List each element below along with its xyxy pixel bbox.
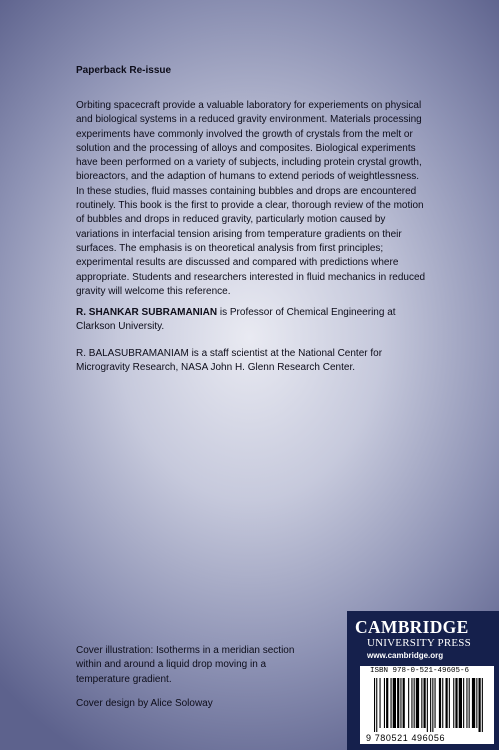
publisher-logo-name: CAMBRIDGE: [355, 617, 469, 637]
barcode-bar: [414, 678, 415, 728]
barcode-bar: [380, 678, 381, 728]
barcode-bar: [455, 678, 457, 728]
barcode-bar: [459, 678, 462, 728]
barcode-bar: [384, 678, 385, 728]
author1-bio: is Professor of Chemical Engineering at Clarkson University.: [76, 307, 396, 333]
barcode-bar: [374, 678, 375, 732]
barcode-bar: [400, 678, 401, 728]
cover-design-credit: Cover design by Alice Soloway: [76, 698, 213, 709]
barcode-bar: [446, 678, 448, 728]
book-description: Orbiting spacecraft provide a valuable laboratory for experiements on physical and biological systems in a reduced gravity environment. Materials processing experiments have commonly involved the growth of crystals from the melt or solution and the processing of alloys and composites. Biological experiments have been performed on a variety of subjects, including protein crystal growth, bioreactors, and the adaption of humans to extend periods of weightlessness. In these studies, fluid masses containing bubbles and drops are encountered routinely. This book is the first to provide a clear, thorough review of the motion of bubbles and drops in reduced gravity, particularly motion caused by variations in interfacial tension arising from temperature gradients on their surfaces. The emphasis is on theoretical analysis from first principles; experimental results are discussed and compared with predictions where appropriate. Students and researchers interested in fluid mechanics in reduced gravity will welcome this reference.: [76, 100, 426, 297]
edition-label: Paperback Re-issue: [76, 65, 172, 76]
barcode-bar: [432, 678, 433, 732]
barcode-bar: [479, 678, 481, 732]
barcode-digits: 9 780521 496056: [366, 733, 446, 743]
author1-name: R. SHANKAR SUBRAMANIAN: [76, 307, 218, 318]
barcode-bar: [469, 678, 470, 728]
barcode-bar: [449, 678, 450, 728]
barcode-bar: [403, 678, 405, 728]
barcode-bar: [439, 678, 441, 728]
barcode-bar: [466, 678, 467, 728]
author2-bio: R. BALASUBRAMANIAM is a staff scientist at the National Center for Microgravity Research, NASA John H. Glenn Research Center.: [76, 348, 383, 374]
cover-illustration-credit: Cover illustration: Isotherms in a meridian section within and around a liquid drop moving in a temperature gradient.: [76, 645, 295, 685]
barcode-bar: [411, 678, 412, 728]
barcode-bar: [421, 678, 422, 728]
barcode-area: [360, 666, 494, 744]
barcode-bar: [408, 678, 409, 728]
barcode-bar: [463, 678, 464, 728]
barcode-bar: [476, 678, 477, 728]
publisher-logo-press: UNIVERSITY PRESS: [367, 637, 471, 649]
publisher-url: www.cambridge.org: [367, 651, 444, 660]
isbn-label: ISBN 978-0-521-49605-6: [370, 667, 470, 675]
barcode-bar: [376, 678, 377, 732]
author1-bio-paragraph: [76, 306, 428, 335]
publisher-box: [347, 611, 499, 750]
barcode-bar: [435, 678, 436, 728]
isbn-barcode: [374, 678, 484, 732]
barcode-bar: [391, 678, 392, 728]
barcode-bar: [386, 678, 388, 728]
barcode-bar: [442, 678, 443, 728]
barcode-bar: [424, 678, 426, 728]
barcode-bar: [482, 678, 483, 732]
barcode-bar: [416, 678, 419, 728]
barcode-bar: [472, 678, 475, 728]
barcode-bar: [427, 678, 428, 732]
barcode-bar: [397, 678, 399, 728]
barcode-bar: [453, 678, 454, 728]
barcode-bar: [430, 678, 431, 732]
barcode-bar: [393, 678, 396, 728]
